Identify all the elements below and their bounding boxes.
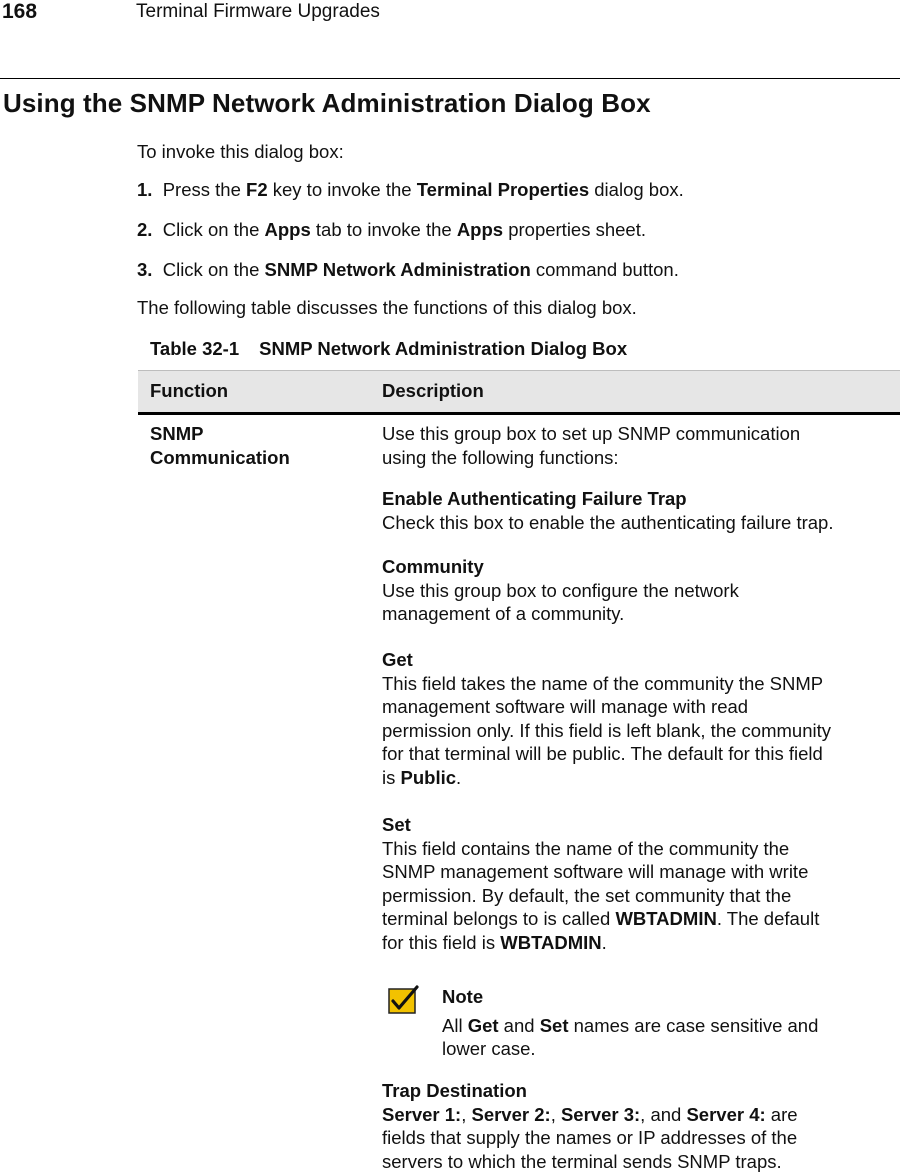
step-3: 3. Click on the SNMP Network Administration command button.: [137, 259, 679, 280]
running-title: Terminal Firmware Upgrades: [136, 1, 380, 22]
header-divider: [0, 78, 900, 79]
trap-destination-entry: Trap Destination Server 1:, Server 2:, Server 3:, and Server 4: are fields that supply the names or IP addresses of the servers to which the terminal sends SNMP traps.: [382, 1080, 798, 1172]
get-entry: Get This field takes the name of the community the SNMP management software will manage with read permission only. If this field is left blank, the community for that terminal will be public. The default for this field is Public.: [382, 649, 831, 788]
community-entry: Community Use this group box to configure the network management of a community.: [382, 556, 739, 624]
step-number: 1.: [137, 179, 153, 200]
note-title: Note: [442, 986, 484, 1007]
set-entry: Set This field contains the name of the community the SNMP management software will manage with write permission. By default, the set community that the terminal belongs to is called WBTADMIN. The default for this field is WBTADMIN.: [382, 814, 820, 953]
step-number: 3.: [137, 259, 153, 280]
function-cell: SNMP Communication: [150, 423, 290, 468]
page-number: 168: [2, 0, 38, 23]
step-1: 1. Press the F2 key to invoke the Terminal Properties dialog box.: [137, 179, 684, 200]
enable-auth-trap-entry: Enable Authenticating Failure Trap Check this box to enable the authenticating failure trap.: [382, 488, 834, 533]
section-title: Using the SNMP Network Administration Dialog Box: [3, 88, 651, 118]
following-text: The following table discusses the functions of this dialog box.: [137, 297, 637, 318]
description-intro: Use this group box to set up SNMP communication using the following functions:: [382, 423, 801, 468]
column-header-description: Description: [382, 380, 484, 401]
intro-text: To invoke this dialog box:: [137, 141, 344, 162]
table-caption: Table 32-1 SNMP Network Administration Dialog Box: [150, 338, 628, 359]
step-number: 2.: [137, 219, 153, 240]
table-header: [138, 370, 900, 413]
note-block: Note All Get and Set names are case sensitive and lower case.: [442, 985, 882, 1061]
step-2: 2. Click on the Apps tab to invoke the Apps properties sheet.: [137, 219, 647, 240]
checkmark-note-icon: [387, 985, 419, 1015]
column-header-function: Function: [150, 380, 229, 401]
table-header-rule: [138, 412, 900, 415]
